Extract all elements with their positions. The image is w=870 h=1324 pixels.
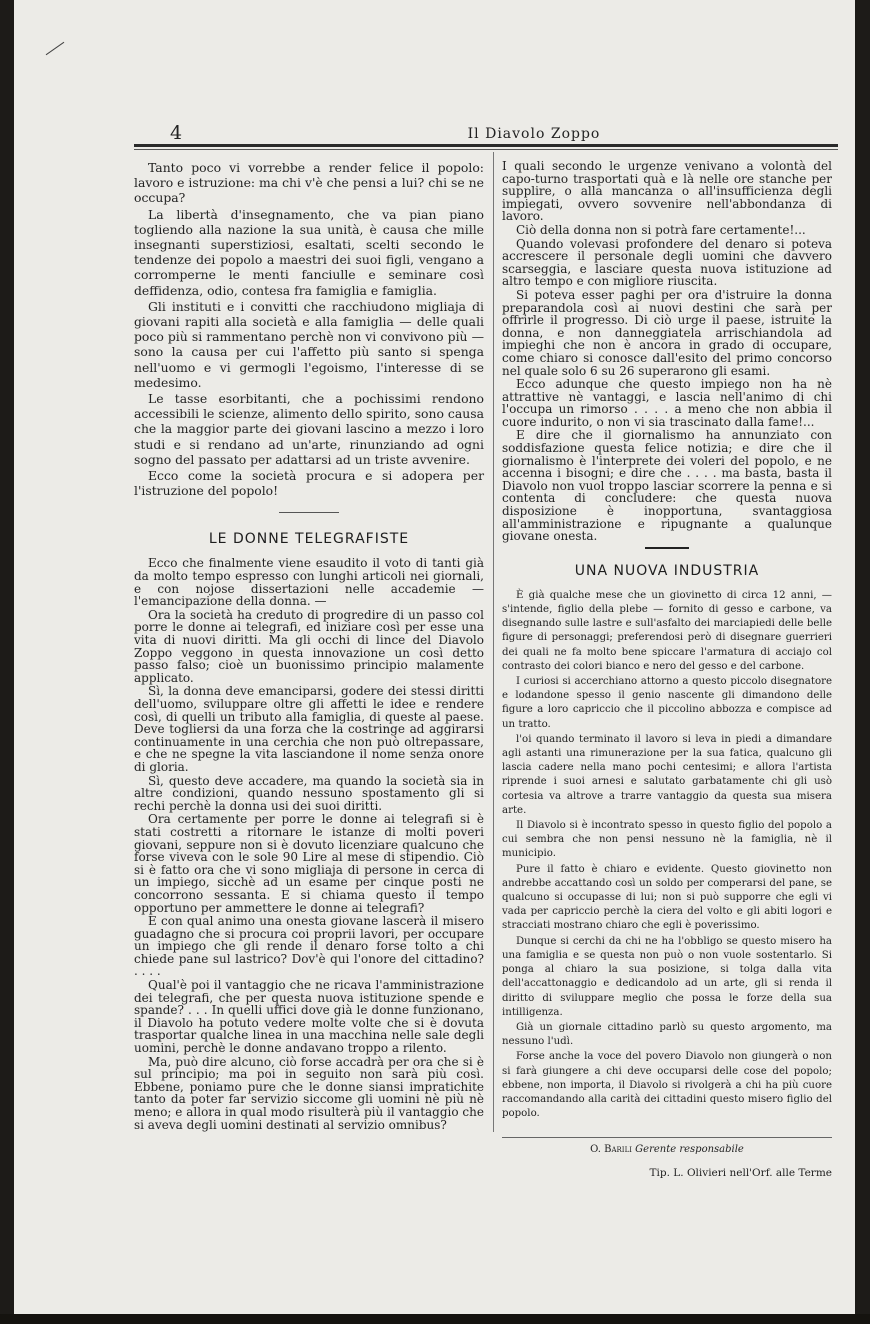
paragraph: I curiosi si accerchiano attorno a questo piccolo disegnatore e lodandone spesso il genio nascente gli dimandono delle figure a loro capriccio che il piccolino abbozza e compisce ad un tratto. xyxy=(502,676,832,730)
paragraph: l'oi quando terminato il lavoro si leva in piedi a dimandare agli astanti una rimunerazione per la sua fatica, qualcuno gli lascia cadere nella mano pochi centesimi; e allora l'artista riprende i suoi arnesi e salutato garbatamente chi gli usò cortesia va altrove a trarre vantaggio da questa sua misera arte. xyxy=(502,733,832,816)
paragraph: Sì, questo deve accadere, ma quando la società sia in altre condizioni, quando nessuno spostamento gli si rechi perchè la donna usi dei suoi diritti. xyxy=(134,773,484,813)
header-rule-thin xyxy=(134,149,838,150)
paragraph: Pure il fatto è chiaro e evidente. Questo giovinetto non andrebbe accattando così un soldo per comperarsi del pane, se qualcuno si occupasse di lui; non si può supporre che egli vi vada per capriccio perchè la ciera del volto e gli abiti logori e stracciati mostrano chiaro che egli è poverissimo. xyxy=(502,863,832,932)
paragraph: Ora la società ha creduto di progredire di un passo col porre le donne ai telegrafi, ed iniziare così per esse una vita di nuovi diritti. Ma gli occhi di lince del Diavolo Zoppo veggono in questa innovazione un così detto passo falso; cioè un buonissimo principio malamente applicato. xyxy=(134,607,484,685)
left-column xyxy=(134,160,484,1132)
newspaper-page xyxy=(14,0,855,1314)
paragraph: Ma, può dire alcuno, ciò forse accadrà per ora che si è sul principio; ma poi in seguito non sarà più così. Ebbene, poniamo pure che le donne siansi impratichite tanto da poter far servizio siccome gli uomini nè più nè meno; e allora in qual modo risulterà più il vantaggio che si aveva degli uomini destinati al servizio omnibus? xyxy=(134,1054,484,1132)
paragraph: Ecco come la società procura e si adopera per l'istruzione del popolo! xyxy=(134,468,484,499)
paragraph: Gli instituti e i convitti che racchiudono migliaja di giovani rapiti alla società e alla famiglia — delle quali poco più si rammentano perchè non vi convivono più — sono la causa per cui l'affetto più santo si spenga nell'uomo e vi germogli l'egoismo, l'interesse di se medesimo. xyxy=(134,298,484,390)
paragraph: Ecco che finalmente viene esaudito il voto di tanti già da molto tempo espresso con lunghi articoli nei giornali, e con nojose dissertazioni nelle accademie — l'emancipazione della donna. — xyxy=(134,556,484,609)
gerente-name: O. Barili xyxy=(590,1144,632,1156)
paragraph: Ecco adunque che questo impiego non ha nè attrattive nè vantaggi, e lascia nell'animo di chi l'occupa un rimorso . . . . a meno che non abbia il cuore indurito, o non vi sia trascinato dalla fame!... xyxy=(502,377,832,429)
gerente-line xyxy=(502,1144,832,1155)
paragraph: Il Diavolo si è incontrato spesso in questo figlio del popolo a cui sembra che non pensi nessuno nè la famiglia, nè il municipio. xyxy=(502,820,832,860)
paragraph: Ora certamente per porre le donne ai telegrafi si è stati costretti a ritornare le istanze di molti poveri giovani, seppure non si è dovuto licenziare qualcuno che forse viveva con le sole 90 Lire al mese di stipendio. Ciò si è fatto ora che vi sono migliaja di persone in cerca di un impiego, sicchè ad un esame per cinque posti ne concorrono sessanta. E si chiama questo il tempo opportuno per ammettere le donne ai telegrafi? xyxy=(134,812,484,915)
article-heading: LE DONNE TELEGRAFISTE xyxy=(208,531,410,548)
running-head: Il Diavolo Zoppo xyxy=(467,126,601,142)
paragraph: Già un giornale cittadino parlò su questo argomento, ma nessuno l'udì. xyxy=(502,1021,832,1048)
paragraph: E dire che il giornalismo ha annunziato con soddisfazione questa felice notizia; e dire che il giornalismo è l'interprete dei voleri del popolo, e ne accenna i bisogni; e dire che . . . . ma basta, basta il Diavolo non vuol troppo lasciar scorrere la penna e si contenta di concludere: che questa nuova disposizione è inopportuna, svantaggiosa all'amministrazione e ripugnante a qualunque giovane onesta. xyxy=(502,428,832,544)
paragraph: I quali secondo le urgenze venivano a volontà del capo-turno trasportati quà e là nelle ore stanche per supplire, o alla mancanza o all'insufficienza degli impiegati, ovvero sovvenire nell'abbondanza di lavoro. xyxy=(502,159,832,224)
printer-line: Tip. L. Olivieri nell'Orf. alle Terme xyxy=(649,1167,832,1180)
header-rule xyxy=(134,144,838,147)
section-separator xyxy=(279,512,339,513)
right-column xyxy=(502,160,832,1179)
paragraph: Si poteva esser paghi per ora d'istruire la donna preparandola così ai nuovi destini che sarà per offrirle il progresso. Di ciò urge il paese, istruite la donna, e non danneggiatela arrischiandola ad impieghi che non è ancora in grado di occupare, come chiaro si conosce dall'esito del primo concorso nel quale solo 6 su 26 superarono gli esami. xyxy=(502,287,832,378)
footer-rule xyxy=(502,1137,832,1138)
gerente-role: Gerente responsabile xyxy=(635,1144,744,1156)
page-number: 4 xyxy=(170,122,183,144)
pencil-mark xyxy=(46,42,65,55)
article-heading: UNA NUOVA INDUSTRIA xyxy=(574,562,760,579)
section-separator xyxy=(645,547,689,549)
paragraph: La libertà d'insegnamento, che va pian piano togliendo alla nazione la sua unità, è causa che mille insegnanti superstiziosi, esaltati, scelti secondo le tendenze dei popolo a maestri dei suoi figli, vengano a corromperne le menti fanciulle e seminare così deffidenza, odio, contesa fra famiglia e famiglia. xyxy=(134,206,484,298)
paragraph: E con qual animo una onesta giovane lascerà il misero guadagno che si procura coi proprii lavori, per occupare un impiego che gli rende il denaro forse tolto a chi chiede pane sul lastrico? Dov'è qui l'onore del cittadino? . . . . xyxy=(134,914,484,979)
paragraph: Qual'è poi il vantaggio che ne ricava l'amministrazione dei telegrafi, che per questa nuova istituzione spende e spande? . . . In quelli uffici dove già le donne funzionano, il Diavolo ha potuto vedere molte volte che si è dovuta trasportar qualche linea in una macchina nelle sale degli uomini, perchè le donne andavano troppo a rilento. xyxy=(134,978,484,1056)
column-divider xyxy=(493,152,494,1132)
paragraph: Quando volevasi profondere del denaro si poteva accrescere il personale degli uomini che davvero scarseggia, e lasciare questa nuova istituzione ad altro tempo e con migliore riuscita. xyxy=(502,236,832,289)
paragraph: Sì, la donna deve emanciparsi, godere dei stessi diritti dell'uomo, sviluppare oltre gli affetti le idee e rendere così, di quelli un tributo alla famiglia, di queste al paese. Deve togliersi da una forza che la costringe ad aggirarsi continuamente in una cerchia che non può oltrepassare, e che ne spegne la vita lasciandone il nome senza onore di gloria. xyxy=(134,684,484,774)
paragraph: Ciò della donna non si potrà fare certamente!... xyxy=(516,222,806,237)
scan-border xyxy=(0,1314,870,1324)
paragraph: Tanto poco vi vorrebbe a render felice il popolo: lavoro e istruzione: ma chi v'è che pensi a lui? chi se ne occupa? xyxy=(134,160,484,206)
paragraph: Forse anche la voce del povero Diavolo non giungerà o non si farà giungere a chi deve occuparsi delle cose del popolo; ebbene, non importa, il Diavolo si rivolgerà a chi ha più cuore raccomandando alla carità dei cittadini questo misero figlio del popolo. xyxy=(502,1051,832,1120)
paragraph: Dunque si cerchi da chi ne ha l'obbligo se questo misero ha una famiglia e se questa non può o non vuole sostentarlo. Si ponga al chiaro la sua posizione, si tolga dalla vita dell'accattonaggio e dedicandolo ad un arte, gli si renda il diritto di sviluppare meglio che possa le forze della sua intilligenza. xyxy=(502,935,832,1018)
paragraph: È già qualche mese che un giovinetto di circa 12 anni, — s'intende, figlio della plebe — fornito di gesso e carbone, va disegnando sulle lastre e sull'asfalto dei marciapiedi delle belle figure di personaggi; preferendosi però di disegnare guerrieri dei quali ne fa molto bene spiccare l'armatura di acciajo col contrasto dei colori bianco e nero del gesso e del carbone. xyxy=(502,589,832,672)
paragraph: Le tasse esorbitanti, che a pochissimi rendono accessibili le scienze, alimento dello spirito, sono causa che la maggior parte dei giovani lascino a mezzo i loro studi e si rendano ad un'arte, rinunziando ad ogni sogno del passato per adattarsi ad un triste avvenire. xyxy=(134,391,484,467)
